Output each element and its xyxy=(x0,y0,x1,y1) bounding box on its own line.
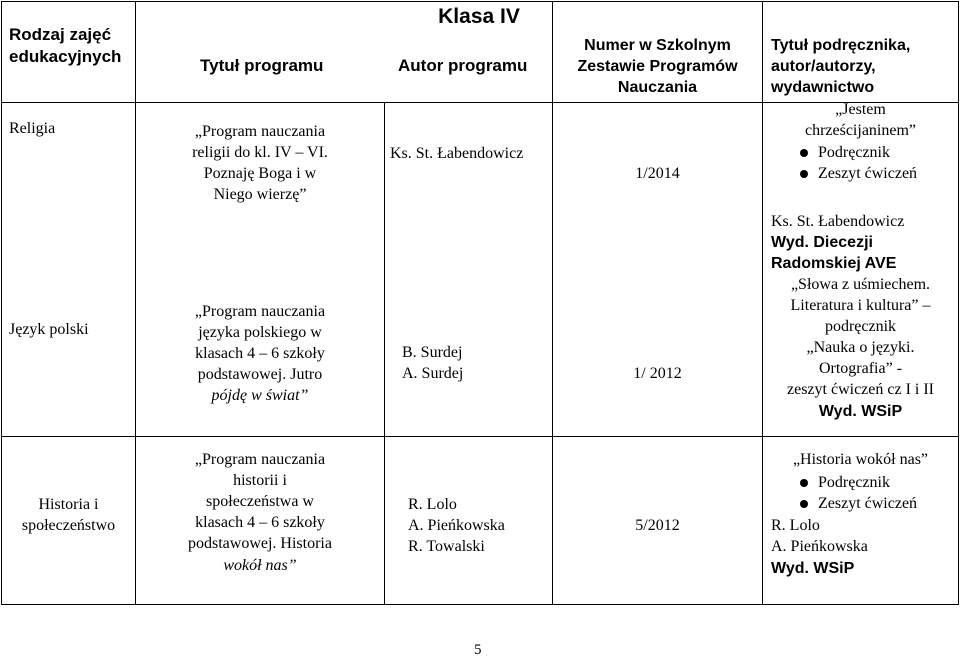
header-type-line2: edukacyjnych xyxy=(9,47,122,66)
header-number-line3: Nauczania xyxy=(617,79,698,96)
program-historia-line5: podstawowej. Historia xyxy=(188,535,332,552)
author-religia: Ks. St. Łabendowicz xyxy=(390,145,524,162)
subject-historia-line1: Historia i xyxy=(38,496,99,513)
book-religia-item2: Zeszyt ćwiczeń xyxy=(818,165,918,182)
program-polski-line1: „Program nauczania xyxy=(194,303,326,320)
header-book-line1: Tytuł podręcznika, xyxy=(771,37,911,54)
book-historia-author2: A. Pieńkowska xyxy=(771,538,868,555)
book-polski-line5: Ortografia” - xyxy=(818,360,903,377)
header-title: Tytuł programu xyxy=(200,56,324,75)
book-historia-title: „Historia wokół nas” xyxy=(792,451,929,468)
header-author: Autor programu xyxy=(398,56,528,75)
book-religia-item1: Podręcznik xyxy=(818,144,890,161)
program-historia-line4: klasach 4 – 6 szkoły xyxy=(195,514,325,531)
number-historia: 5/2012 xyxy=(635,517,680,534)
book-religia-title1: „Jestem xyxy=(835,101,886,118)
book-religia-publisher1: Wyd. Diecezji xyxy=(771,234,873,251)
book-polski-line6: zeszyt ćwiczeń cz I i II xyxy=(786,381,934,398)
number-polski: 1/ 2012 xyxy=(633,365,682,382)
program-historia-line3: społeczeństwa w xyxy=(206,493,314,510)
author-polski-1: B. Surdej xyxy=(402,344,463,361)
bullet-icon xyxy=(800,500,808,508)
row-separator xyxy=(1,436,959,437)
program-religia-line1: „Program nauczania xyxy=(194,123,326,140)
program-polski-line3: klasach 4 – 6 szkoły xyxy=(195,345,325,362)
book-polski-line3: podręcznik xyxy=(824,318,897,335)
book-polski-publisher: Wyd. WSiP xyxy=(818,403,903,420)
header-klasa: Klasa IV xyxy=(438,5,520,28)
book-historia-publisher: Wyd. WSiP xyxy=(771,560,855,577)
book-religia-title2: chrześcijaninem” xyxy=(804,122,917,139)
program-religia-line3: Poznaję Boga i w xyxy=(203,165,317,182)
book-historia-item2: Zeszyt ćwiczeń xyxy=(818,495,918,512)
bullet-icon xyxy=(800,170,808,178)
book-historia-item1: Podręcznik xyxy=(818,474,890,491)
author-historia-1: R. Lolo xyxy=(408,496,457,513)
table-border-bottom xyxy=(1,604,959,605)
header-number-line2: Zestawie Programów xyxy=(577,58,738,75)
program-historia-line1: „Program nauczania xyxy=(194,451,326,468)
header-book-line3: wydawnictwo xyxy=(771,79,875,96)
book-historia-author1: R. Lolo xyxy=(771,517,820,534)
program-historia-line6: wokół nas” xyxy=(223,557,297,574)
author-historia-2: A. Pieńkowska xyxy=(408,517,505,534)
author-historia-3: R. Towalski xyxy=(408,538,485,555)
table-border-top xyxy=(1,1,959,2)
subject-religia: Religia xyxy=(9,120,56,137)
book-polski-line2: Literatura i kultura” – xyxy=(790,297,931,314)
header-number-line1: Numer w Szkolnym xyxy=(584,37,731,54)
table-border-right xyxy=(958,1,959,604)
bullet-icon xyxy=(800,479,808,487)
program-polski-line5: pójdę w świat” xyxy=(211,387,309,404)
book-polski-line4: „Nauka o języki. xyxy=(806,339,915,356)
author-polski-2: A. Surdej xyxy=(402,365,464,382)
book-religia-publisher2: Radomskiej AVE xyxy=(771,255,897,272)
program-religia-line2: religii do kl. IV – VI. xyxy=(192,144,328,161)
column-divider xyxy=(384,102,385,604)
number-religia: 1/2014 xyxy=(635,165,680,182)
header-type-line1: Rodzaj zajęć xyxy=(9,25,112,44)
page-number: 5 xyxy=(474,642,482,658)
program-polski-line4: podstawowej. Jutro xyxy=(197,366,323,383)
book-polski-line1: „Słowa z uśmiechem. xyxy=(790,276,931,293)
header-book-line2: autor/autorzy, xyxy=(771,58,876,75)
program-polski-line2: języka polskiego w xyxy=(198,324,322,341)
book-religia-author: Ks. St. Łabendowicz xyxy=(771,213,905,230)
subject-historia-line2: społeczeństwo xyxy=(21,517,116,534)
subject-jezyk-polski: Język polski xyxy=(9,321,89,338)
program-religia-line4: Niego wierzę” xyxy=(213,186,307,203)
bullet-icon xyxy=(800,149,808,157)
program-historia-line2: historii i xyxy=(233,472,287,489)
